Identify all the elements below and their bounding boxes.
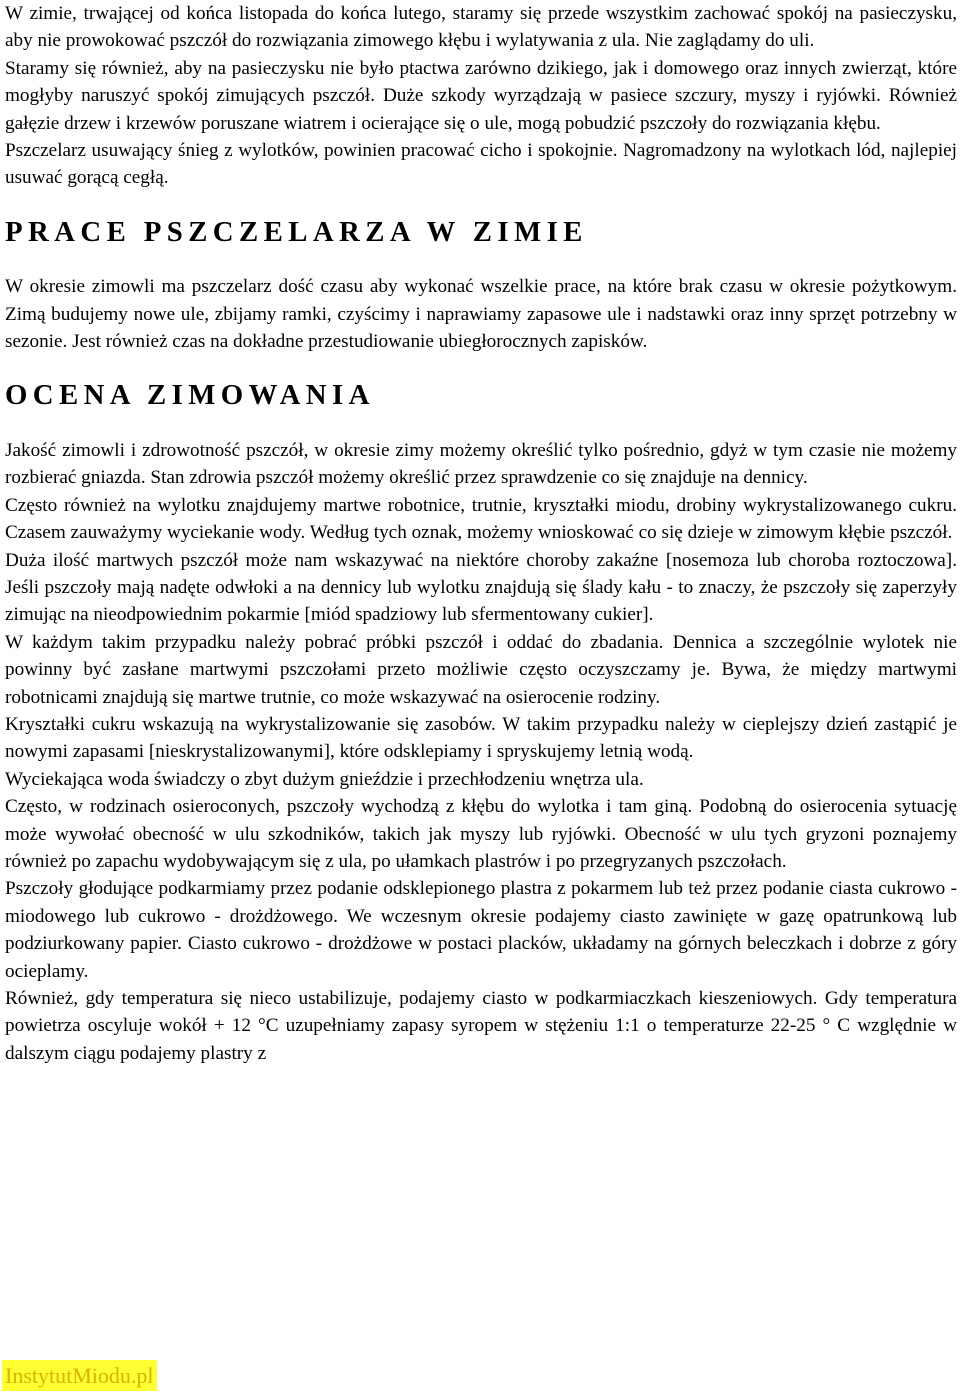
paragraph: Wyciekająca woda świadczy o zbyt dużym gnieździe i przechłodzeniu wnętrza ula. bbox=[5, 768, 644, 790]
section-heading-winter-work: PRACE PSZCZELARZA W ZIMIE bbox=[5, 215, 588, 248]
paragraph: Duża ilość martwych pszczół może nam wskazywać na niektóre choroby zakaźne [nosemoza lub choroba roztoczowa]. Jeśli pszczoły mają nadęte odwłoki a na dennicy lub wylotku znajdują się ślady kału - to znaczy, że pszczoły się zaperzyły zimując na nieodpowiednim pokarmie [miód spadziowy lub sfermentowany cukier]. bbox=[5, 549, 957, 626]
paragraph: Często również na wylotku znajdujemy martwe robotnice, trutnie, kryształki miodu, drobiny wykrystalizowanego cukru. Czasem zauważymy wyciekanie wody. Według tych oznak, możemy wnioskować co się dzieje w zimowym kłębie pszczół. bbox=[5, 494, 957, 544]
paragraph: Pszczelarz usuwający śnieg z wylotków, powinien pracować cicho i spokojnie. Nagromadzony na wylotkach lód, najlepiej usuwać gorącą cegłą. bbox=[5, 140, 957, 189]
paragraph: Kryształki cukru wskazują na wykrystalizowanie się zasobów. W takim przypadku należy w cieplejszy dzień zastąpić je nowymi zapasami [nieskrystalizowanymi], które odsklepiamy i spryskujemy letnią wodą. bbox=[5, 713, 957, 763]
paragraph: Pszczoły głodujące podkarmiamy przez podanie odsklepionego plastra z pokarmem lub też przez podanie ciasta cukrowo - miodowego lub cukrowo - drożdżowego. We wczesnym okresie podajemy ciasto zawinięte w gazę opatrunkową lub podziurkowany papier. Ciasto cukrowo - drożdżowe w postaci placków, układamy na górnych beleczkach i dobrze z góry ocieplamy. bbox=[5, 878, 957, 982]
paragraph: Często, w rodzinach osieroconych, pszczoły wychodzą z kłębu do wylotka i tam giną. Podobną do osierocenia sytuację może wywołać obecność w ulu szkodników, takich jak myszy lub ryjówki. Obecność w ulu tych gryzoni poznajemy również po zapachu wydobywającym się z ula, po ułamkach plastrów i po przegryzanych pszczołach. bbox=[5, 796, 957, 872]
paragraph: Również, gdy temperatura się nieco ustabilizuje, podajemy ciasto w podkarmiaczkach kieszeniowych. Gdy temperatura powietrza oscyluje wokół + 12 °C uzupełniamy zapasy syropem w stężeniu 1:1 o temperaturze 22-25 ° C względnie w dalszym ciągu podajemy plastry z bbox=[5, 988, 957, 1064]
paragraph: Jakość zimowli i zdrowotność pszczół, w okresie zimy możemy określić tylko pośrednio, gdyż w tym czasie nie możemy rozbierać gniazda. Stan zdrowia pszczół możemy określić przez sprawdzenie co się znajduje na dennicy. bbox=[5, 439, 957, 489]
section-heading-assessment: OCENA ZIMOWANIA bbox=[5, 379, 375, 412]
document-body bbox=[5, 0, 957, 1067]
paragraph: W okresie zimowli ma pszczelarz dość czasu aby wykonać wszelkie prace, na które brak czasu w okresie pożytkowym. Zimą budujemy nowe ule, zbijamy ramki, czyścimy i naprawiamy zapasowe ule i nadstawki oraz inny sprzęt potrzebny w sezonie. Jest również czas na dokładne przestudiowanie ubiegłorocznych zapisków. bbox=[5, 276, 957, 353]
paragraph: W zimie, trwającej od końca listopada do końca lutego, staramy się przede wszystkim zachować spokój na pasieczysku, aby nie prowokować pszczół do rozwiązania zimowego kłębu i wylatywania z ula. Nie zaglądamy do uli. bbox=[5, 3, 957, 52]
paragraph: Staramy się również, aby na pasieczysku nie było ptactwa zarówno dzikiego, jak i domowego oraz innych zwierząt, które mogłyby naruszyć spokój zimujących pszczół. Duże szkody wyrządzają w pasiece szczury, myszy i ryjówki. Również gałęzie drzew i krzewów poruszane wiatrem i ocierające się o ule, mogą pobudzić pszczoły do rozwiązania kłębu. bbox=[5, 57, 957, 134]
watermark-logo: InstytutMiodu.pl bbox=[2, 1360, 157, 1391]
paragraph: W każdym takim przypadku należy pobrać próbki pszczół i oddać do zbadania. Dennica a szczególnie wylotek nie powinny być zasłane martwymi pszczołami przeto możliwie często oczyszczamy je. Bywa, że między martwymi robotnicami znajdują się martwe trutnie, co może wskazywać na osierocenie rodziny. bbox=[5, 631, 957, 708]
